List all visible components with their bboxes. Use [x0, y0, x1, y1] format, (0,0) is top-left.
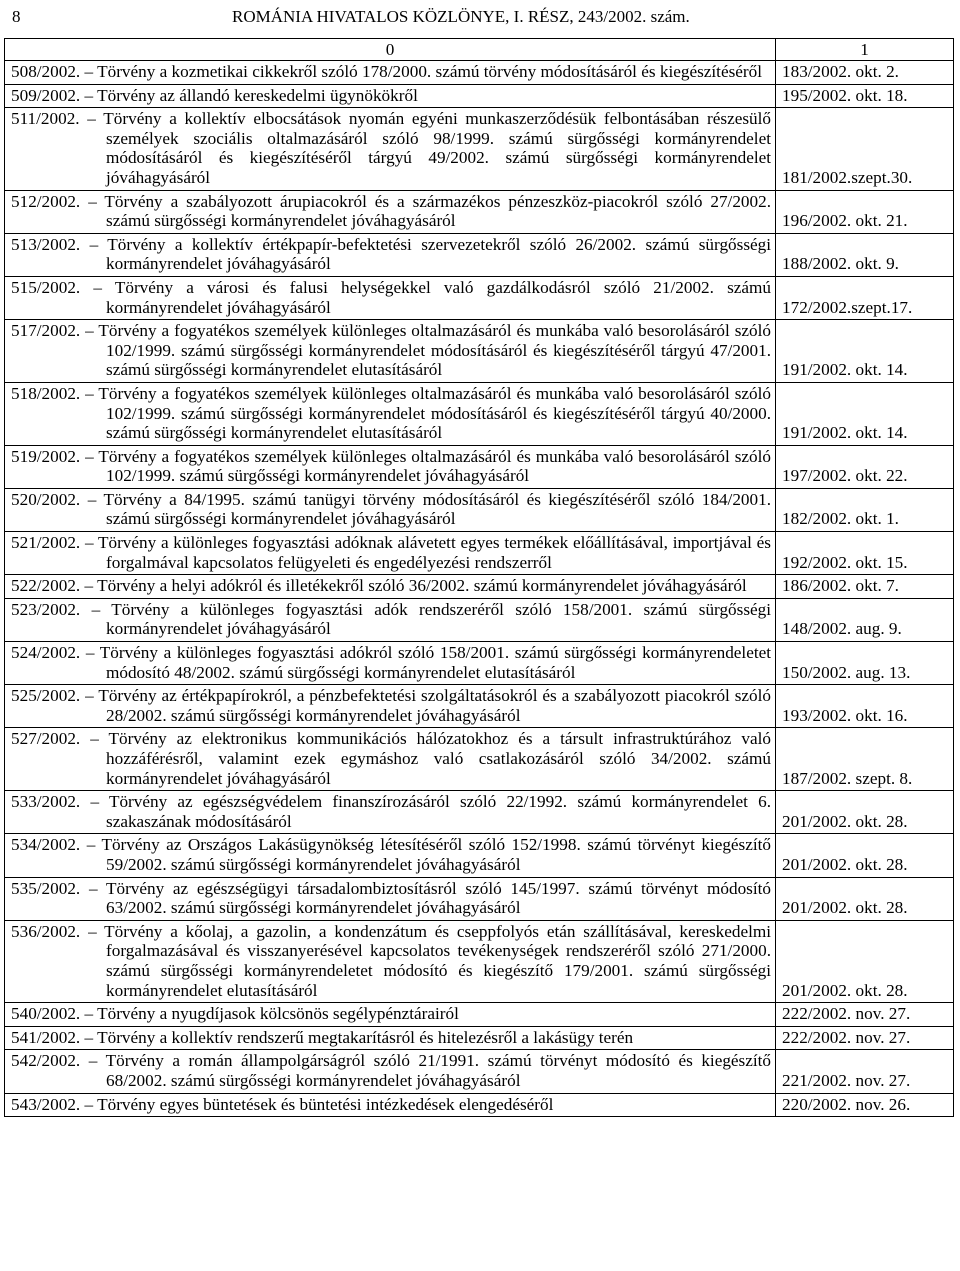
table-row [5, 834, 954, 877]
table-row [5, 920, 954, 1002]
law-title: – Törvény a nyugdíjasok kölcsönös segélypénztárairól [84, 1004, 459, 1024]
law-number: 540/2002. [11, 1004, 81, 1024]
law-title: – Törvény a fogyatékos személyek különleges oltalmazásáról és munkába való besorolásáról szóló 102/1999. számú sürgősségi kormányrendelet jóváhagyásáról [85, 446, 772, 486]
law-number: 543/2002. [11, 1094, 81, 1114]
law-description-cell [5, 1003, 776, 1027]
law-number: 523/2002. [11, 599, 81, 619]
law-description-cell [5, 382, 776, 445]
law-index-table [4, 38, 954, 1117]
law-entry-text [11, 1004, 771, 1024]
law-number: 541/2002. [11, 1027, 81, 1047]
law-title: – Törvény egyes büntetések és büntetési intézkedések elengedéséről [84, 1094, 554, 1114]
table-row [5, 1026, 954, 1050]
law-title: – Törvény a szabályozott árupiacokról és a származékos pénzeszköz-piacokról szóló 27/2002. számú sürgősségi kormányrendelet jóváhagyásáról [88, 191, 771, 231]
law-entry-text [11, 192, 771, 231]
law-entry-text [11, 62, 771, 82]
law-entry-text [11, 576, 771, 596]
law-title: – Törvény a fogyatékos személyek különleges oltalmazásáról és munkába való besorolásáról szóló 102/1999. számú sürgősségi kormányrendelet módosításáról és kiegészítéséről tárgyú 47/2001. számú sürgősségi kormányrendelet elutasításáról [85, 321, 772, 380]
law-number: 519/2002. [11, 446, 81, 466]
gazette-reference: 220/2002. nov. 26. [776, 1093, 954, 1117]
law-entry-text [11, 86, 771, 106]
table-row [5, 84, 954, 108]
law-title: – Törvény a fogyatékos személyek különleges oltalmazásáról és munkába való besorolásáról szóló 102/1999. számú sürgősségi kormányrendelet módosításáról és kiegészítéséről tárgyú 40/2000. számú sürgősségi kormányrendelet elutasításáról [85, 383, 772, 443]
law-title: – Törvény az Országos Lakásügynökség létesítéséről szóló 152/1998. számú törvényt kiegészítő 59/2002. számú sürgősségi kormányrendelet jóváhagyásáról [86, 835, 772, 874]
law-number: 522/2002. [11, 576, 81, 596]
law-description-cell [5, 598, 776, 641]
law-description-cell [5, 1093, 776, 1117]
law-description-cell [5, 445, 776, 488]
law-number: 533/2002. [11, 792, 81, 812]
law-number: 520/2002. [11, 489, 81, 509]
law-entry-text [11, 600, 771, 639]
law-entry-text [11, 643, 771, 682]
law-title: – Törvény a kollektív elbocsátások nyomán egyéni munkaszerződésük felbontásában részesülő személyek szociális oltalmazásáról szóló 98/1999. számú sürgősségi kormányrendelet módosításáról és kiegészítéséről tárgyú 49/2002. számú sürgősségi kormányrendelet jóváhagyásáról [87, 109, 771, 187]
law-entry-text [11, 278, 771, 317]
gazette-reference: 181/2002.szept.30. [776, 108, 954, 190]
table-row [5, 575, 954, 599]
law-title: – Törvény a kozmetikai cikkekről szóló 178/2000. számú törvény módosításáról és kiegészítéséről [84, 62, 762, 81]
gazette-reference: 201/2002. okt. 28. [776, 877, 954, 920]
law-entry-text [11, 235, 771, 274]
law-title: – Törvény az elektronikus kommunikációs hálózatokhoz és a társult infrastruktúrához való hozzáférésről, valamint ezek egymáshoz való csatlakozásáról szóló 34/2002. számú kormányrendelet jóváhagyásáról [90, 729, 772, 788]
law-description-cell [5, 276, 776, 319]
law-number: 521/2002. [11, 533, 81, 553]
law-title: – Törvény a kőolaj, a gazolin, a kondenzátum és cseppfolyós etán szállításával, kereskedelmi forgalmazásával és visszanyerésével kapcsolatos tevékenységek rendszeréről szóló 271/2000. számú sürgősségi kormányrendeletet módosító és kiegészítő 179/2001. számú sürgősségi kormányrendelet elutasításáról [88, 921, 772, 1000]
law-number: 509/2002. [11, 85, 81, 105]
law-description-cell [5, 1026, 776, 1050]
table-row [5, 791, 954, 834]
law-number: 515/2002. [11, 277, 81, 297]
law-description-cell [5, 233, 776, 276]
law-description-cell [5, 488, 776, 531]
law-description-cell [5, 791, 776, 834]
law-title: – Törvény a különleges fogyasztási adók rendszeréről szóló 158/2001. számú sürgősségi kormányrendelet jóváhagyásáról [91, 599, 772, 639]
law-entry-text [11, 533, 771, 572]
law-number: 525/2002. [11, 686, 81, 706]
table-row [5, 276, 954, 319]
gazette-reference: 148/2002. aug. 9. [776, 598, 954, 641]
law-title: – Törvény a kollektív értékpapír-befektetési szervezetekről szóló 26/2002. számú sürgősségi kormányrendelet jóváhagyásáról [89, 234, 772, 274]
law-entry-text [11, 1095, 771, 1115]
law-entry-text [11, 922, 771, 1000]
gazette-reference: 188/2002. okt. 9. [776, 233, 954, 276]
law-title: – Törvény az egészségvédelem finanszírozásáról szóló 22/1992. számú kormányrendelet 6. szakaszának módosításáról [90, 792, 771, 831]
law-number: 536/2002. [11, 921, 81, 941]
law-number: 534/2002. [11, 835, 81, 855]
table-row [5, 1050, 954, 1093]
table-row [5, 108, 954, 190]
table-row [5, 488, 954, 531]
law-number: 513/2002. [11, 234, 81, 254]
law-description-cell [5, 320, 776, 383]
law-title: – Törvény a román állampolgárságról szóló 21/1991. számú törvényt módosító és kiegészítő 68/2002. számú sürgősségi kormányrendelet jóváhagyásáról [88, 1051, 772, 1090]
law-entry-text [11, 1028, 771, 1048]
table-row [5, 598, 954, 641]
law-description-cell [5, 685, 776, 728]
gazette-reference: 192/2002. okt. 15. [776, 532, 954, 575]
law-title: – Törvény az értékpapírokról, a pénzbefektetési szolgáltatásokról és a szabályozott piacokról szóló 28/2002. számú sürgősségi kormányrendelet jóváhagyásáról [85, 686, 771, 725]
column-header-1: 1 [776, 39, 954, 61]
page-header [0, 0, 960, 34]
gazette-reference: 222/2002. nov. 27. [776, 1003, 954, 1027]
law-entry-text [11, 879, 771, 918]
gazette-reference: 201/2002. okt. 28. [776, 920, 954, 1002]
journal-title: ROMÁNIA HIVATALOS KÖZLÖNYE, I. RÉSZ, 243/2002. szám. [232, 7, 690, 26]
gazette-reference: 172/2002.szept.17. [776, 276, 954, 319]
table-row [5, 190, 954, 233]
table-row [5, 877, 954, 920]
law-description-cell [5, 108, 776, 190]
law-entry-text [11, 792, 771, 831]
gazette-reference: 201/2002. okt. 28. [776, 834, 954, 877]
gazette-reference: 182/2002. okt. 1. [776, 488, 954, 531]
gazette-reference: 186/2002. okt. 7. [776, 575, 954, 599]
law-number: 535/2002. [11, 878, 81, 898]
law-description-cell [5, 920, 776, 1002]
table-row [5, 61, 954, 85]
page-number: 8 [12, 7, 21, 26]
law-entry-text [11, 835, 771, 874]
law-description-cell [5, 877, 776, 920]
law-number: 524/2002. [11, 643, 81, 663]
column-header-0: 0 [5, 39, 776, 61]
gazette-reference: 193/2002. okt. 16. [776, 685, 954, 728]
law-entry-text [11, 686, 771, 725]
law-description-cell [5, 84, 776, 108]
law-number: 527/2002. [11, 729, 81, 749]
table-row [5, 445, 954, 488]
gazette-reference: 222/2002. nov. 27. [776, 1026, 954, 1050]
law-entry-text [11, 729, 771, 788]
column-header-row [5, 39, 954, 61]
gazette-reference: 201/2002. okt. 28. [776, 791, 954, 834]
law-number: 542/2002. [11, 1051, 81, 1071]
law-description-cell [5, 1050, 776, 1093]
law-description-cell [5, 61, 776, 85]
table-row [5, 382, 954, 445]
law-number: 511/2002. [11, 109, 80, 129]
law-description-cell [5, 642, 776, 685]
law-number: 517/2002. [11, 321, 81, 341]
law-description-cell [5, 532, 776, 575]
table-row [5, 1093, 954, 1117]
table-row [5, 320, 954, 383]
law-title: – Törvény a kollektív rendszerű megtakarításról és hitelezésről a lakásügy terén [84, 1027, 634, 1047]
gazette-reference: 191/2002. okt. 14. [776, 320, 954, 383]
law-entry-text [11, 384, 771, 443]
table-row [5, 1003, 954, 1027]
law-entry-text [11, 447, 771, 486]
law-title: – Törvény a városi és falusi helységekkel való gazdálkodásról szóló 21/2002. számú kormányrendelet jóváhagyásáról [93, 277, 772, 317]
law-description-cell [5, 834, 776, 877]
law-title: – Törvény az állandó kereskedelmi ügynökökről [84, 85, 418, 105]
law-number: 508/2002. [11, 62, 81, 81]
law-number: 518/2002. [11, 383, 81, 403]
gazette-reference: 197/2002. okt. 22. [776, 445, 954, 488]
law-entry-text [11, 109, 771, 187]
gazette-reference: 187/2002. szept. 8. [776, 728, 954, 791]
law-title: – Törvény a különleges fogyasztási adóknak alávetett egyes termékek előállításával, importjával és forgalmával kapcsolatos felügyeleti és engedélyezési rendszerről [84, 533, 771, 572]
law-entry-text [11, 321, 771, 380]
gazette-reference: 150/2002. aug. 13. [776, 642, 954, 685]
law-title: – Törvény az egészségügyi társadalombiztosításról szóló 145/1997. számú törvényt módosító 63/2002. számú sürgősségi kormányrendelet jóváhagyásáról [88, 878, 771, 918]
law-description-cell [5, 190, 776, 233]
gazette-reference: 221/2002. nov. 27. [776, 1050, 954, 1093]
gazette-reference: 183/2002. okt. 2. [776, 61, 954, 85]
law-title: – Törvény a különleges fogyasztási adókról szóló 158/2001. számú sürgősségi kormányrendeletet módosító 48/2002. számú sürgősségi kormányrendelet elutasításáról [85, 643, 771, 682]
law-number: 512/2002. [11, 191, 81, 211]
table-row [5, 685, 954, 728]
law-index-body [5, 39, 954, 1117]
table-row [5, 642, 954, 685]
table-row [5, 728, 954, 791]
gazette-reference: 195/2002. okt. 18. [776, 84, 954, 108]
gazette-reference: 196/2002. okt. 21. [776, 190, 954, 233]
law-description-cell [5, 728, 776, 791]
table-row [5, 532, 954, 575]
table-row [5, 233, 954, 276]
law-entry-text [11, 1051, 771, 1090]
law-description-cell [5, 575, 776, 599]
law-entry-text [11, 490, 771, 529]
law-title: – Törvény a 84/1995. számú tanügyi törvény módosításáról és kiegészítéséről szóló 184/2001. számú sürgősségi kormányrendelet jóváhagyásáról [87, 489, 772, 529]
gazette-reference: 191/2002. okt. 14. [776, 382, 954, 445]
law-title: – Törvény a helyi adókról és illetékekről szóló 36/2002. számú kormányrendelet jóváhagyásáról [84, 576, 747, 596]
